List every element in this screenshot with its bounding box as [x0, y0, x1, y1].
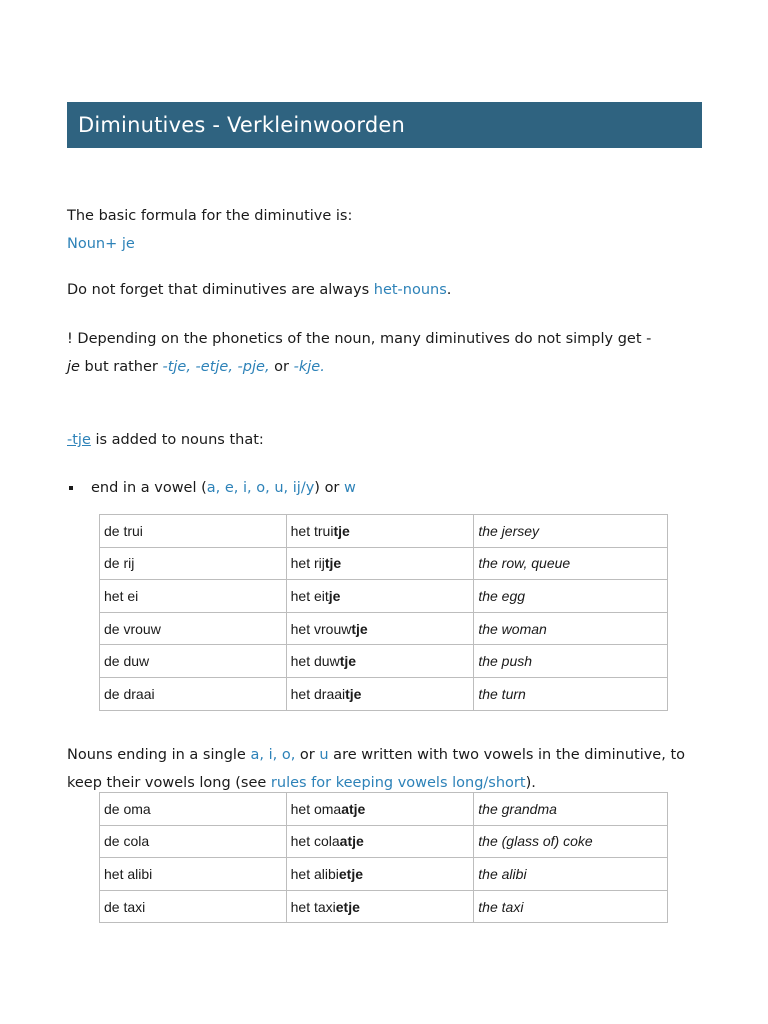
vowel-rules-link[interactable]: rules for keeping vowels long/short — [270, 775, 526, 791]
diminutive-suffix: tje — [333, 522, 350, 539]
diminutive-cell — [286, 515, 474, 548]
diminutive-base: het oma — [290, 800, 342, 817]
tje-link[interactable]: -tje — [67, 432, 91, 448]
diminutive-cell — [286, 858, 474, 891]
table-row — [100, 677, 668, 710]
diminutive-base: het cola — [290, 833, 340, 850]
noun-cell: de trui — [100, 515, 287, 548]
atje-table — [99, 792, 668, 923]
long-vowels-text-2: are written with two vowels in the diminutive, to keep their vowels long (see — [67, 747, 685, 791]
diminutive-base: het alibi — [290, 865, 339, 882]
translation-cell: the taxi — [474, 890, 668, 923]
noun-cell: de draai — [100, 677, 287, 710]
phonetics-text: ! Depending on the phonetics of the noun, many diminutives do not simply get - — [67, 331, 652, 347]
diminutive-cell — [286, 612, 474, 645]
noun-cell: de rij — [100, 547, 287, 580]
table-row — [100, 547, 668, 580]
diminutive-cell — [286, 645, 474, 678]
long-vowels-text: Nouns ending in a single — [67, 747, 251, 763]
diminutive-base: het taxi — [290, 898, 336, 915]
noun-cell: de taxi — [100, 890, 287, 923]
diminutive-cell — [286, 825, 474, 858]
table-row — [100, 858, 668, 891]
diminutive-suffix: etje — [335, 898, 360, 915]
diminutive-cell — [286, 793, 474, 826]
page-title: Diminutives - Verkleinwoorden — [78, 113, 406, 137]
translation-cell: the grandma — [474, 793, 668, 826]
diminutive-base: het vrouw — [290, 620, 352, 637]
translation-cell: the row, queue — [474, 547, 668, 580]
vowel-bullet — [67, 474, 356, 502]
table-row — [100, 515, 668, 548]
tje-paragraph — [67, 426, 707, 454]
or-text-2: or — [295, 747, 320, 763]
diminutive-suffix: tje — [324, 555, 342, 572]
diminutive-suffix: atje — [339, 833, 364, 850]
noun-cell: de vrouw — [100, 612, 287, 645]
intro-text: The basic formula for the diminutive is: — [67, 208, 353, 224]
diminutive-suffix: tje — [345, 685, 362, 702]
long-vowels-end: ). — [525, 775, 536, 791]
het-nouns-link[interactable]: het-nouns — [373, 282, 447, 298]
diminutive-base: het rij — [290, 555, 325, 572]
diminutive-cell — [286, 580, 474, 613]
tje-table — [99, 514, 668, 711]
table-row — [100, 612, 668, 645]
translation-cell: the egg — [474, 580, 668, 613]
diminutive-base: het eit — [290, 587, 329, 604]
translation-cell: the jersey — [474, 515, 668, 548]
translation-cell: the alibi — [474, 858, 668, 891]
diminutive-cell — [286, 677, 474, 710]
je-suffix: je — [67, 359, 80, 375]
table-row — [100, 793, 668, 826]
diminutive-cell — [286, 890, 474, 923]
translation-cell: the woman — [474, 612, 668, 645]
phonetics-paragraph — [67, 325, 707, 381]
vowel-list: a, e, i, o, u, ij/y — [206, 480, 315, 496]
or-text: or — [269, 359, 294, 375]
het-note-paragraph — [67, 276, 707, 304]
noun-cell: de duw — [100, 645, 287, 678]
het-note-end: . — [446, 282, 452, 298]
bullet-icon — [69, 486, 73, 490]
diminutive-suffix: tje — [351, 620, 368, 637]
diminutive-base: het trui — [290, 522, 334, 539]
long-vowels-paragraph — [67, 741, 717, 797]
table-row — [100, 580, 668, 613]
u-letter: u — [319, 747, 329, 763]
table-row — [100, 825, 668, 858]
noun-cell: het ei — [100, 580, 287, 613]
noun-cell: het alibi — [100, 858, 287, 891]
section-header — [67, 102, 702, 148]
diminutive-base: het draai — [290, 685, 346, 702]
diminutive-suffix: atje — [341, 800, 366, 817]
table-row — [100, 645, 668, 678]
diminutive-cell — [286, 547, 474, 580]
diminutive-suffix: je — [328, 587, 341, 604]
bullet-text-or: ) or — [314, 480, 345, 496]
formula-text: Noun+ je — [67, 236, 135, 252]
translation-cell: the turn — [474, 677, 668, 710]
diminutive-suffix: tje — [339, 653, 357, 670]
table-row — [100, 890, 668, 923]
intro-paragraph — [67, 202, 707, 258]
diminutive-base: het duw — [290, 653, 340, 670]
w-letter: w — [344, 480, 356, 496]
tje-rest-text: is added to nouns that: — [90, 432, 264, 448]
bullet-text: end in a vowel ( — [91, 480, 207, 496]
translation-cell: the push — [474, 645, 668, 678]
vowel-letters: a, i, o, — [250, 747, 296, 763]
translation-cell: the (glass of) coke — [474, 825, 668, 858]
kje-suffix: -kje. — [293, 359, 325, 375]
het-note-text: Do not forget that diminutives are always — [67, 282, 374, 298]
but-rather-text: but rather — [79, 359, 163, 375]
noun-cell: de cola — [100, 825, 287, 858]
noun-cell: de oma — [100, 793, 287, 826]
diminutive-suffix: etje — [338, 865, 364, 882]
suffix-list: -tje, -etje, -pje, — [162, 359, 270, 375]
